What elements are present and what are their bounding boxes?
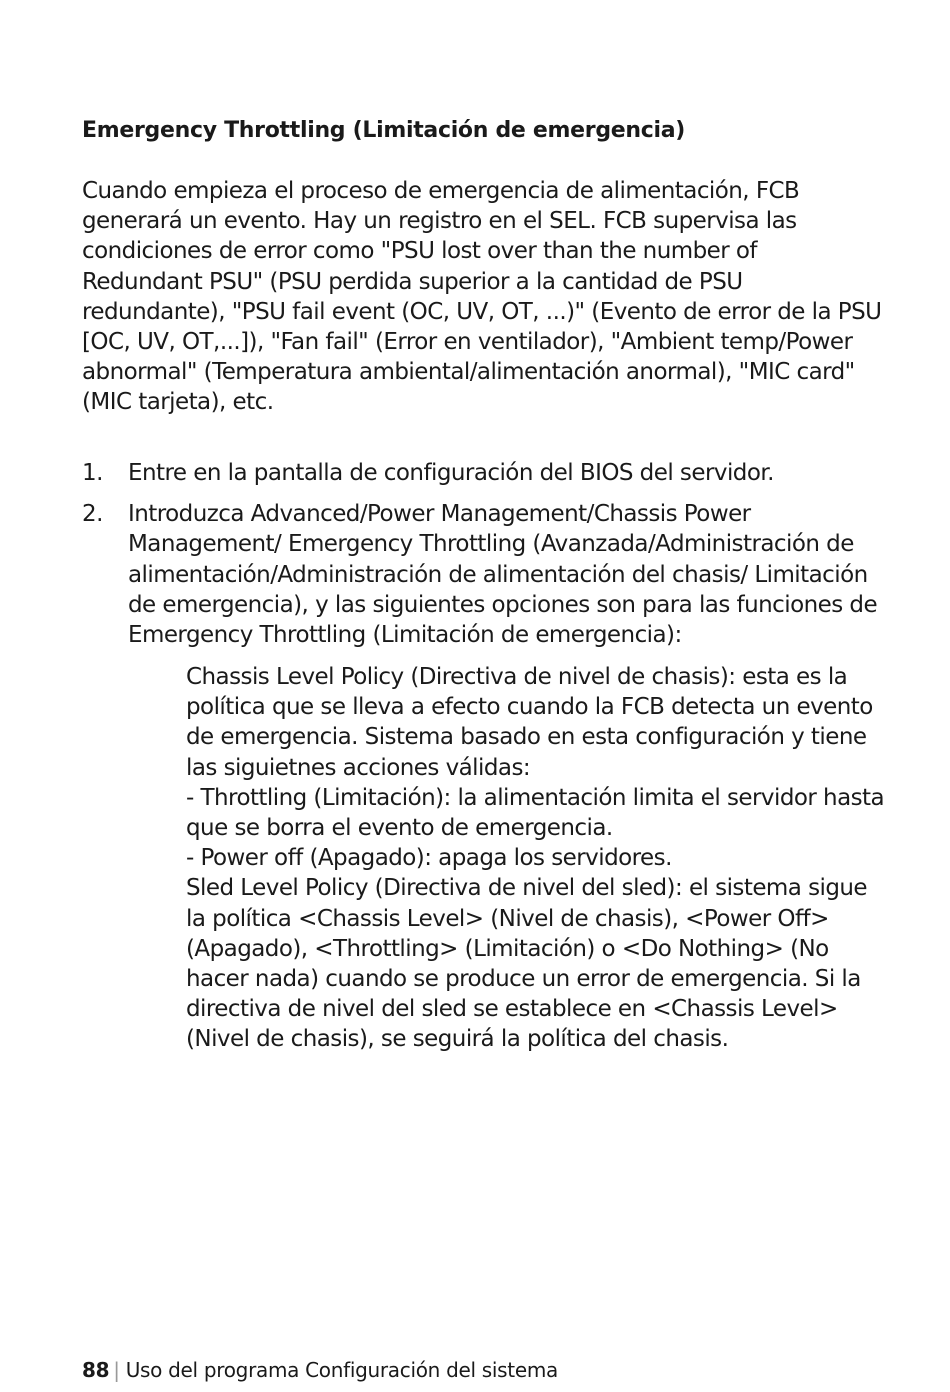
options-description	[186, 662, 886, 1055]
footer-section-title: Uso del programa Configuración del sistema	[125, 1358, 558, 1382]
footer-separator: |	[113, 1358, 120, 1382]
list-item	[82, 458, 882, 488]
step-text: Entre en la pantalla de configuración del BIOS del servidor.	[128, 460, 774, 486]
sled-level-policy-text: Sled Level Policy (Directiva de nivel del sled): el sistema sigue la política <Chassis Level> (Nivel de chasis), <Power Off> (Apagado), <Throttling> (Limitación) o <Do Nothing> (No hacer nada) cuando se produce un error de emergencia. Si la directiva de nivel del sled se establece en <Chassis Level> (Nivel de chasis), se seguirá la política del chasis.	[186, 875, 868, 1053]
page-footer	[82, 1356, 558, 1384]
intro-paragraph: Cuando empieza el proceso de emergencia de alimentación, FCB generará un evento. Hay un registro en el SEL. FCB supervisa las condiciones de error como "PSU lost over than the number of Redundant PSU" (PSU perdida superior a la cantidad de PSU redundante), "PSU fail event (OC, UV, OT, ...)" (Evento de error de la PSU [OC, UV, OT,...]), "Fan fail" (Error en ventilador), "Ambient temp/Power abnormal" (Temperatura ambiental/alimentación anormal), "MIC card" (MIC tarjeta), etc.	[82, 178, 882, 416]
steps-list	[82, 458, 882, 661]
list-item	[82, 499, 882, 650]
step-number: 2.	[82, 501, 103, 528]
step-text: Introduzca Advanced/Power Management/Chassis Power Management/ Emergency Throttling (Avanzada/Administración de alimentación/Administración de alimentación del chasis/ Limitación de emergencia), y las siguientes opciones son para las funciones de Emergency Throttling (Limitación de emergencia):	[128, 501, 878, 649]
power-off-option-text: - Power off (Apagado): apaga los servidores.	[186, 845, 672, 872]
step-number: 1.	[82, 460, 103, 486]
page-number: 88	[82, 1358, 110, 1382]
section-heading: Emergency Throttling (Limitación de emergencia)	[82, 118, 686, 143]
throttling-option-text: - Throttling (Limitación): la alimentación limita el servidor hasta que se borra el evento de emergencia.	[186, 784, 885, 842]
chassis-level-policy-text: Chassis Level Policy (Directiva de nivel de chasis): esta es la política que se lleva a efecto cuando la FCB detecta un evento de emergencia. Sistema basado en esta configuración y tiene las siguietnes acciones válidas:	[186, 664, 873, 781]
